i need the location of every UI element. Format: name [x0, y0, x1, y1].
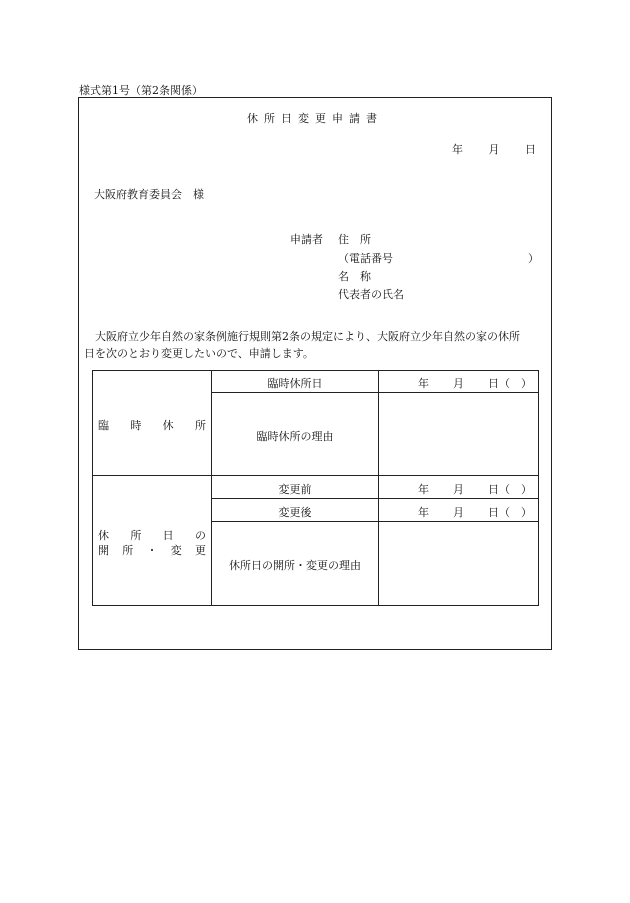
before-change-date-value [418, 481, 532, 497]
date-day: 日 [525, 143, 536, 156]
application-date [452, 141, 536, 157]
form-title: 休所日変更申請書 [247, 112, 383, 125]
temp-closure-char-2: 時 [130, 419, 142, 432]
temp-closure-char-3: 休 [162, 419, 174, 432]
temp-closure-date-value [418, 375, 532, 391]
temp-closure-char-4: 所 [194, 419, 206, 432]
date-month: 月 [488, 143, 500, 156]
cell-date-month: 月 [453, 377, 464, 390]
before-change-label: 変更前 [278, 483, 312, 496]
change-line2-char-1: 開 [98, 544, 109, 557]
table-row-line-3 [211, 498, 539, 499]
statement-line-2: 日を次のとおり変更したいので、申請します。 [84, 347, 314, 360]
change-line1-char-1: 休 [98, 529, 109, 542]
change-line1-char-3: 日 [162, 529, 174, 542]
table-row-line-1 [211, 392, 539, 393]
application-statement [84, 328, 564, 362]
form-number: 様式第1号（第2条関係） [79, 84, 203, 97]
table-divider-col2b [378, 475, 379, 606]
temp-closure-char-1: 臨 [98, 419, 109, 432]
temp-closure-reason-label: 臨時休所の理由 [256, 430, 334, 443]
change-line2-char-5: 更 [195, 544, 206, 557]
change-line2-char-2: 所 [122, 544, 134, 557]
temp-closure-header [98, 417, 206, 433]
date-year: 年 [452, 143, 463, 156]
change-reason-label: 休所日の開所・変更の理由 [229, 559, 361, 572]
change-header-line-1 [98, 527, 206, 543]
change-line2-char-4: 変 [170, 544, 182, 557]
applicant-representative-label: 代表者の氏名 [338, 288, 404, 301]
table-row-line-4 [211, 521, 539, 522]
table-row-line-2 [92, 475, 539, 476]
cell-date-day: 日（ ） [488, 506, 532, 519]
change-header-line-2 [98, 542, 206, 558]
change-line1-char-4: の [194, 529, 206, 542]
applicant-address-label: 住 所 [338, 233, 371, 246]
cell-date-day: 日（ ） [488, 377, 532, 390]
applicant-name-label: 名 称 [338, 270, 371, 283]
cell-date-month: 月 [453, 506, 464, 519]
table-divider-col2a [378, 370, 379, 475]
applicant-phone-label: （電話番号 [338, 252, 393, 265]
cell-date-year: 年 [418, 377, 429, 390]
cell-date-month: 月 [453, 483, 464, 496]
statement-line-1: 大阪府立少年自然の家条例施行規則第2条の規定により、大阪府立少年自然の家の休所 [95, 330, 520, 343]
change-line2-char-3: ・ [146, 544, 158, 557]
cell-date-day: 日（ ） [488, 483, 532, 496]
cell-date-year: 年 [418, 506, 429, 519]
addressee: 大阪府教育委員会 様 [94, 188, 204, 201]
after-change-label: 変更後 [278, 506, 312, 519]
cell-date-year: 年 [418, 483, 429, 496]
after-change-date-value [418, 504, 532, 520]
applicant-phone-close: ） [528, 252, 539, 265]
change-line1-char-2: 所 [130, 529, 142, 542]
temp-closure-date-label: 臨時休所日 [267, 377, 323, 390]
applicant-label: 申請者 [290, 233, 323, 246]
